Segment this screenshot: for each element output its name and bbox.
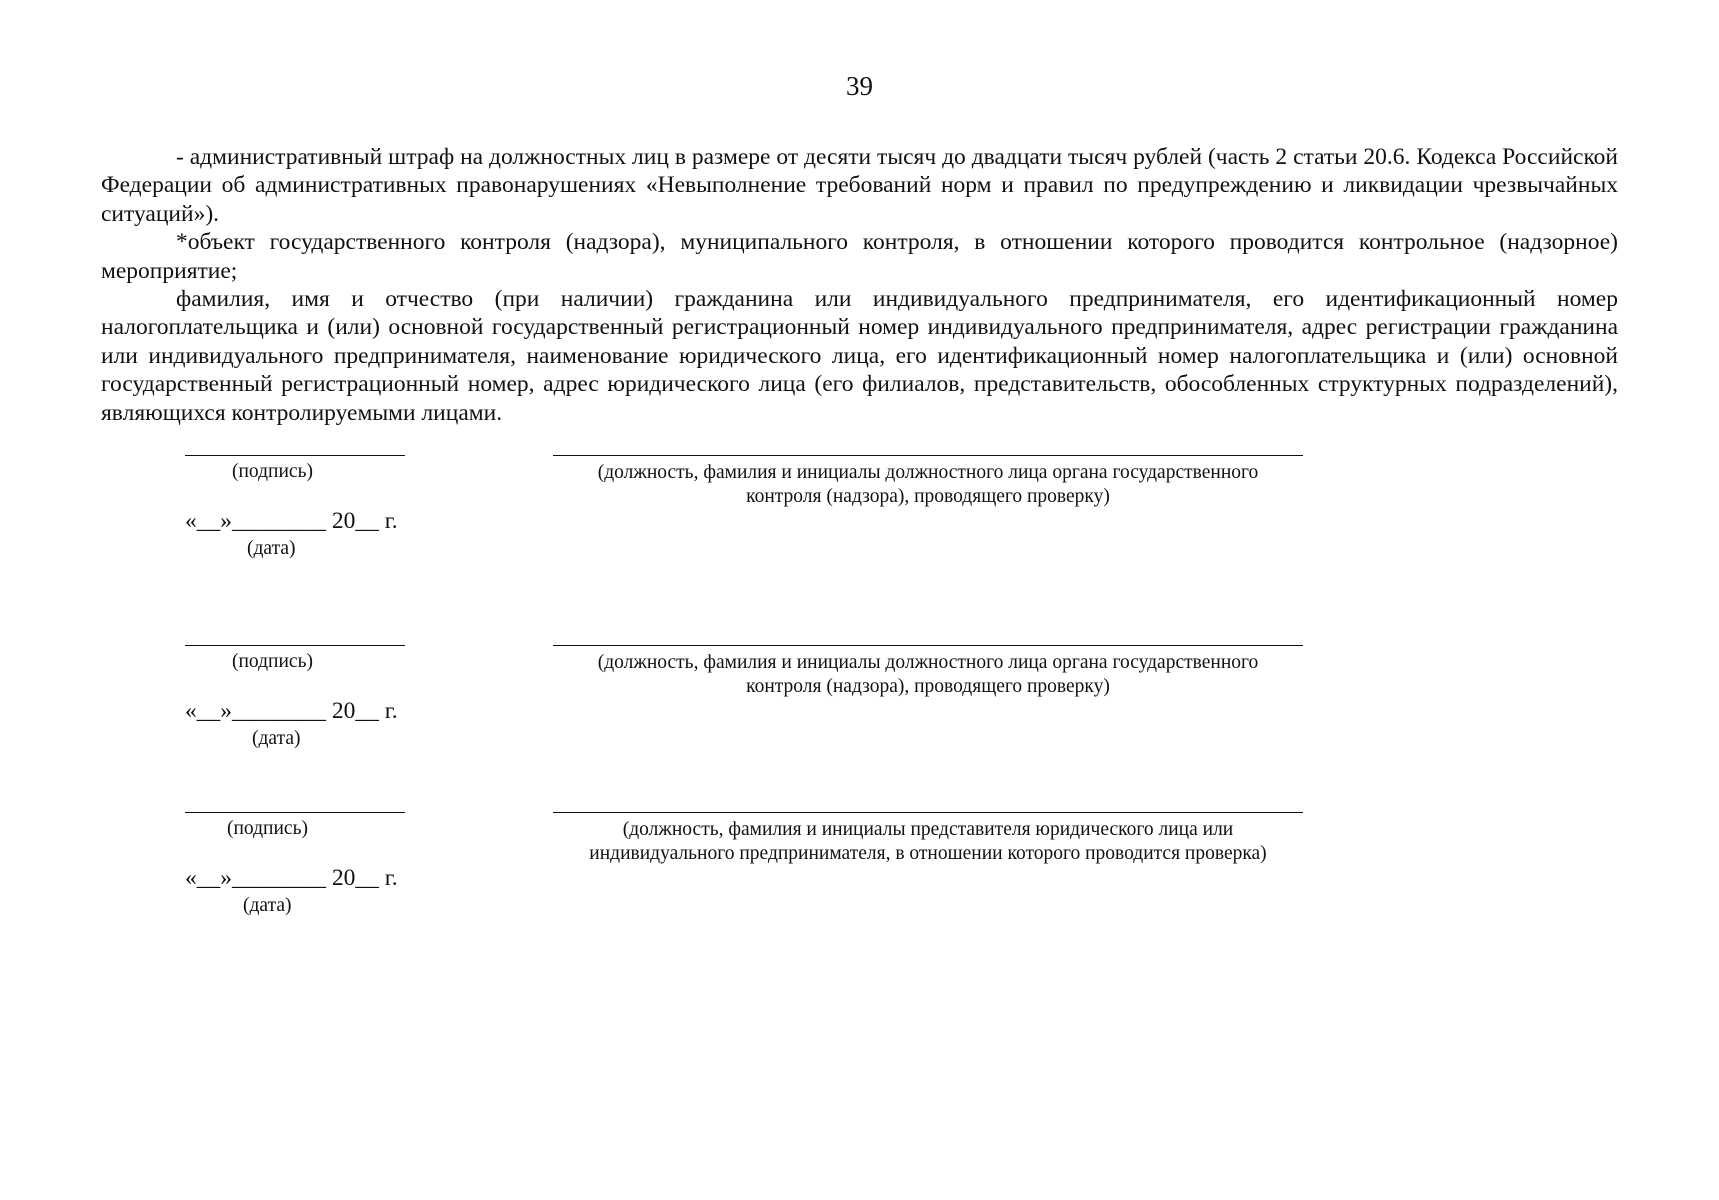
official-name-line[interactable] xyxy=(553,645,1303,646)
page-number: 39 xyxy=(846,71,873,101)
official-name-line[interactable] xyxy=(553,455,1303,456)
official-caption-line-1: (должность, фамилия и инициалы должностного лица органа государственного xyxy=(597,462,1259,483)
date-field[interactable]: «__»________ 20__ г. xyxy=(185,508,398,534)
signature-line[interactable] xyxy=(185,812,405,813)
official-caption-line-2: контроля (надзора), проводящего проверку) xyxy=(746,676,1110,697)
signature-label: (подпись) xyxy=(232,461,313,482)
official-caption-line-1: (должность, фамилия и инициалы должностного лица органа государственного xyxy=(597,652,1259,673)
date-label: (дата) xyxy=(247,538,296,559)
representative-name-line[interactable] xyxy=(553,812,1303,813)
signature-line[interactable] xyxy=(185,645,405,646)
paragraph-controlled-persons: фамилия, имя и отчество (при наличии) гражданина или индивидуального предпринимателя, его идентификационный номер налогоплательщика и (или) основной государственный регистрационный номер индивидуального предпринимателя, адрес регистрации гражданина или индивидуального предпринимателя, наименование юридического лица, его идентификационный номер налогоплательщика и (или) основной государственный регистрационный номер, адрес юридического лица (его филиалов, представительств, обособленных структурных подразделений), являющихся контролируемыми лицами. xyxy=(101,286,1618,426)
paragraph-fine: - административный штраф на должностных лиц в размере от десяти тысяч до двадцати тысяч рублей (часть 2 статьи 20.6. Кодекса Российской Федерации об административных правонарушениях «Невыполнение требований норм и правил по предупреждению и ликвидации чрезвычайных ситуаций»). xyxy=(101,144,1618,227)
date-field[interactable]: «__»________ 20__ г. xyxy=(185,698,398,724)
signature-label: (подпись) xyxy=(232,651,313,672)
official-caption-line-2: контроля (надзора), проводящего проверку) xyxy=(746,486,1110,507)
date-label: (дата) xyxy=(252,728,301,749)
representative-caption-line-1: (должность, фамилия и инициалы представителя юридического лица или xyxy=(622,819,1234,840)
signature-label: (подпись) xyxy=(227,818,308,839)
date-label: (дата) xyxy=(243,895,292,916)
representative-caption-line-2: индивидуального предпринимателя, в отношении которого проводится проверка) xyxy=(589,843,1267,864)
date-field[interactable]: «__»________ 20__ г. xyxy=(185,865,398,891)
document-body xyxy=(101,143,1618,427)
paragraph-control-object: *объект государственного контроля (надзора), муниципального контроля, в отношении которого проводится контрольное (надзорное) мероприятие; xyxy=(101,229,1618,284)
signature-line[interactable] xyxy=(185,455,405,456)
